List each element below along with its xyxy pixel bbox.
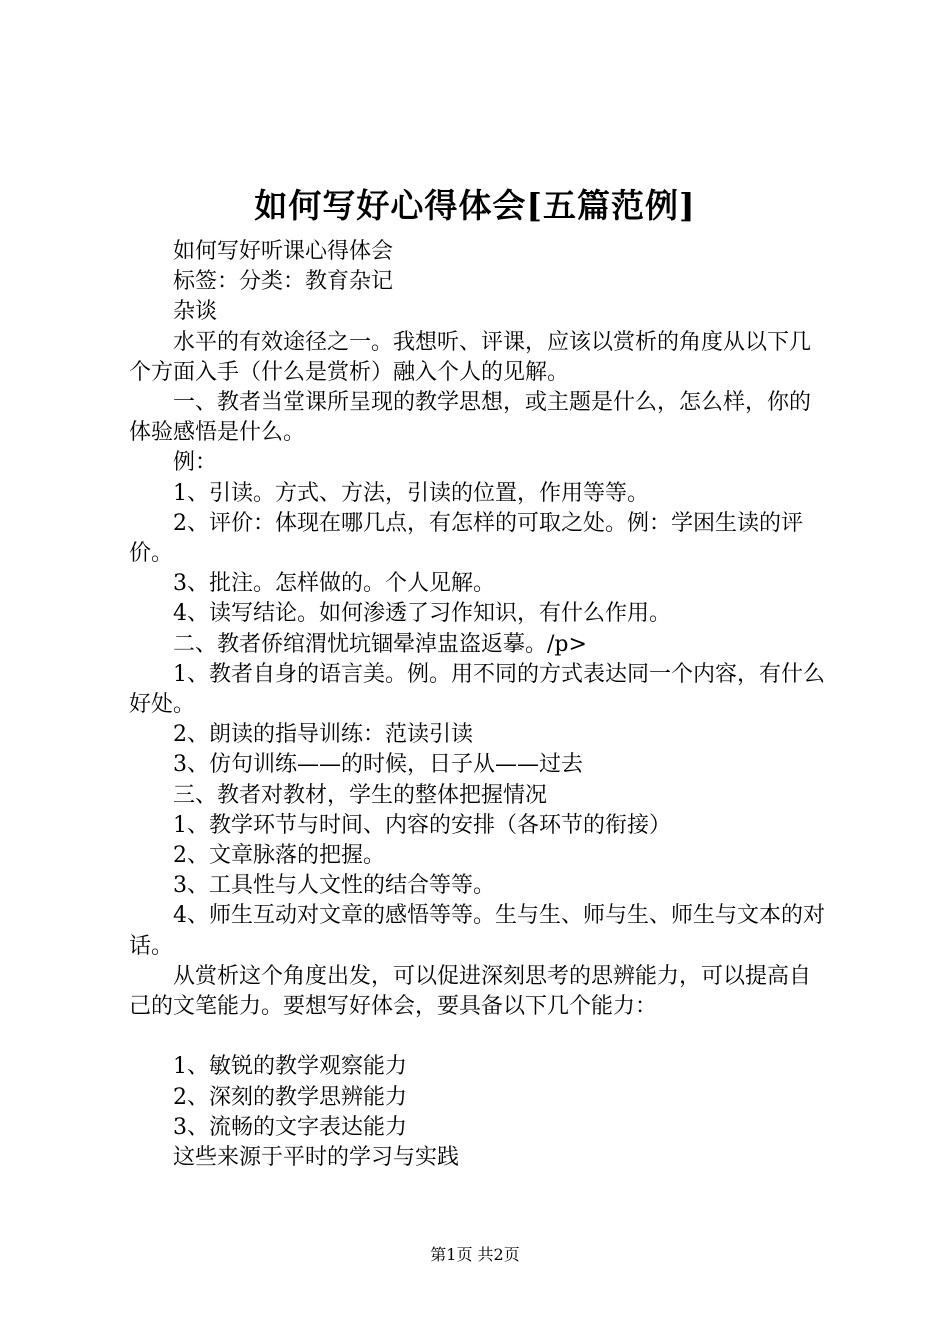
page-footer: 第1页 共2页 — [430, 1245, 520, 1264]
paragraph: 三、教者对教材，学生的整体把握情况 — [173, 782, 548, 808]
paragraph: 3、仿句训练——的时候，日子从——过去 — [173, 752, 583, 778]
paragraph: 3、工具性与人文性的结合等等。 — [173, 873, 495, 899]
paragraph: 3、批注。怎样做的。个人见解。 — [173, 571, 495, 597]
paragraph: 2、朗读的指导训练：范读引读 — [173, 722, 473, 748]
paragraph: 2、深刻的教学思辨能力 — [173, 1084, 407, 1110]
paragraph: 3、流畅的文字表达能力 — [173, 1114, 407, 1140]
paragraph: 从赏析这个角度出发，可以促进深刻思考的思辨能力，可以提高自己的文笔能力。要想写好体会，要具备以下几个能力： — [129, 963, 812, 1020]
paragraph: 1、教学环节与时间、内容的安排（各环节的衔接） — [173, 812, 671, 838]
paragraph: 2、评价：体现在哪几点，有怎样的可取之处。例：学困生读的评价。 — [129, 510, 803, 567]
paragraph: 杂谈 — [173, 299, 218, 325]
paragraph: 水平的有效途径之一。我想听、评课，应该以赏析的角度从以下几个方面入手（什么是赏析）融入个人的见解。 — [129, 329, 812, 385]
paragraph: 1、敏锐的教学观察能力 — [173, 1054, 407, 1080]
paragraph: 1、教者自身的语言美。例。用不同的方式表达同一个内容，有什么好处。 — [129, 661, 825, 718]
paragraph: 这些来源于平时的学习与实践 — [173, 1145, 460, 1171]
blank-line — [129, 1022, 829, 1052]
paragraph: 一、教者当堂课所呈现的教学思想，或主题是什么，怎么样，你的体验感悟是什么。 — [129, 390, 812, 446]
paragraph: 例： — [173, 450, 218, 476]
document-title: 如何写好心得体会[五篇范例] — [254, 186, 696, 225]
paragraph: 二、教者侨绾渭忧坑锢晕淖盅盗返摹。/p> — [173, 631, 587, 657]
document-body — [129, 237, 829, 1173]
paragraph: 4、读写结论。如何渗透了习作知识，有什么作用。 — [173, 601, 671, 627]
paragraph: 1、引读。方式、方法，引读的位置，作用等等。 — [173, 480, 649, 506]
paragraph: 2、文章脉落的把握。 — [173, 843, 385, 869]
paragraph: 如何写好听课心得体会 — [173, 239, 394, 264]
paragraph: 4、师生互动对文章的感悟等等。生与生、师与生、师生与文本的对话。 — [129, 903, 825, 959]
paragraph: 标签：分类：教育杂记 — [173, 269, 394, 295]
